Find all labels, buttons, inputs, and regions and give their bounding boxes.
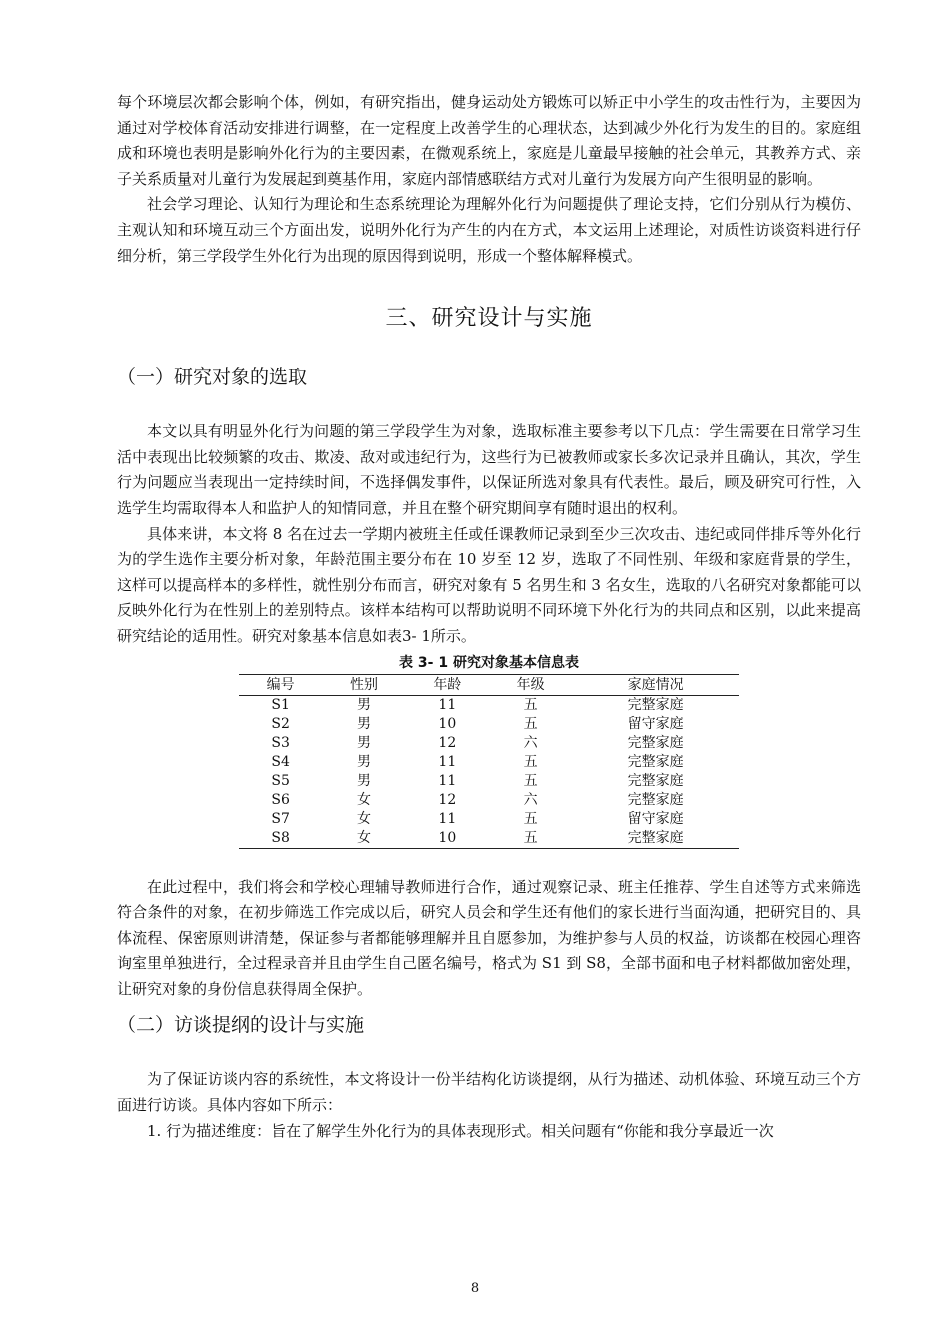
table-cell: 11	[438, 753, 457, 770]
table-row	[239, 753, 739, 772]
header-cell: 家庭情况	[572, 674, 739, 695]
table-cell: 留守家庭	[627, 715, 684, 732]
body-paragraph-4: 具体来讲，本文将 8 名在过去一学期内被班主任或任课教师记录到至少三次攻击、违纪或同伴排斥等外化行为的学生选作主要分析对象，年龄范围主要分布在 10 岁至 12 岁，选取了不同性别、年级和家庭背景的学生，这样可以提高样本的多样性，就性别分布而言，研究对象有 5 名男生和 3 名女生，选取的八名研究对象都能可以反映外化行为在性别上的差别特点。该样本结构可以帮助说明不同环境下外化行为的共同点和区别，以此来提高研究结论的适用性。研究对象基本信息如表3- 1所示。	[117, 524, 861, 645]
table-cell: S2	[271, 715, 290, 732]
table-cell: 10	[438, 715, 457, 732]
body-paragraph-6: 为了保证访谈内容的系统性，本文将设计一份半结构化访谈提纲，从行为描述、动机体验、环境互动三个方面进行访谈。具体内容如下所示：	[117, 1070, 861, 1115]
header-cell: 年级	[489, 674, 572, 695]
table-cell: 完整家庭	[572, 829, 739, 849]
table-header-row	[239, 674, 739, 695]
table-cell: 12	[438, 791, 457, 808]
table-caption: 表 3- 1 研究对象基本信息表	[399, 654, 579, 671]
table-cell: 12	[438, 734, 457, 751]
table-cell: S6	[271, 791, 290, 808]
table-cell: 完整家庭	[627, 791, 684, 808]
table-row	[239, 734, 739, 753]
table-cell: 11	[438, 696, 457, 713]
table-cell: 女	[356, 810, 371, 827]
header-cell: 性别	[322, 674, 405, 695]
table-cell: 五	[523, 696, 538, 713]
body-paragraph-3: 本文以具有明显外化行为问题的第三学段学生为对象，选取标准主要参考以下几点：学生需要在日常学习生活中表现出比较频繁的攻击、欺凌、敌对或违纪行为，这些行为已被教师或家长多次记录并且确认，其次，学生行为问题应当表现出一定持续时间，不选择偶发事件，以保证所选对象具有代表性。最后，顾及研究可行性，入选学生均需取得本人和监护人的知情同意，并且在整个研究期间享有随时退出的权利。	[117, 422, 861, 517]
table-cell: 男	[356, 772, 371, 789]
table-cell: 男	[356, 734, 371, 751]
table-cell: 10	[406, 829, 489, 849]
table-cell: 五	[523, 810, 538, 827]
subject-info-table	[239, 674, 739, 849]
table-row	[239, 791, 739, 810]
body-paragraph-1: 每个环境层次都会影响个体，例如，有研究指出，健身运动处方锻炼可以矫正中小学生的攻击性行为，主要因为通过对学校体育活动安排进行调整，在一定程度上改善学生的心理状态，达到减少外化行为发生的目的。家庭组成和环境也表明是影响外化行为的主要因素，在微观系统上，家庭是儿童最早接触的社会单元，其教养方式、亲子关系质量对儿童行为发展起到奠基作用，家庭内部情感联结方式对儿童行为发展方向产生很明显的影响。	[117, 93, 861, 188]
table-cell: S4	[271, 753, 290, 770]
table-cell: 完整家庭	[627, 696, 684, 713]
table-cell: 五	[523, 715, 538, 732]
table-cell: 五	[523, 772, 538, 789]
table-cell: 男	[356, 753, 371, 770]
table-row	[239, 695, 739, 715]
table-row	[239, 829, 739, 849]
table-cell: 五	[489, 829, 572, 849]
header-cell: 编号	[239, 674, 322, 695]
table-cell: 完整家庭	[627, 753, 684, 770]
body-paragraph-7: 1. 行为描述维度：旨在了解学生外化行为的具体表现形式。相关问题有“你能和我分享最近一次	[147, 1121, 774, 1140]
table-cell: 男	[356, 696, 371, 713]
table-cell: 男	[356, 715, 371, 732]
header-cell: 年龄	[406, 674, 489, 695]
body-paragraph-2: 社会学习理论、认知行为理论和生态系统理论为理解外化行为问题提供了理论支持，它们分别从行为模仿、主观认知和环境互动三个方面出发，说明外化行为产生的内在方式，本文运用上述理论，对质性访谈资料进行仔细分析，第三学段学生外化行为出现的原因得到说明，形成一个整体解释模式。	[117, 195, 861, 265]
table-row	[239, 810, 739, 829]
table-cell: 11	[438, 810, 457, 827]
body-paragraph-5: 在此过程中，我们将会和学校心理辅导教师进行合作，通过观察记录、班主任推荐、学生自述等方式来筛选符合条件的对象，在初步筛选工作完成以后，研究人员会和学生还有他们的家长进行当面沟通，把研究目的、具体流程、保密原则讲清楚，保证参与者都能够理解并且自愿参加，为维护参与人员的权益，访谈都在校园心理咨询室里单独进行，全过程录音并且由学生自己匿名编号，格式为 S1 到 S8，全部书面和电子材料都做加密处理，让研究对象的身份信息获得周全保护。	[117, 877, 861, 998]
table-cell: S3	[271, 734, 290, 751]
subsection-heading-2: （二）访谈提纲的设计与实施	[117, 1014, 365, 1037]
table-cell: S8	[239, 829, 322, 849]
table-cell: 女	[322, 829, 405, 849]
table-cell: 六	[523, 734, 538, 751]
table-cell: S5	[271, 772, 290, 789]
table-cell: 六	[523, 791, 538, 808]
section-heading: 三、研究设计与实施	[385, 306, 593, 332]
table-cell: S7	[271, 810, 290, 827]
table-cell: 完整家庭	[627, 772, 684, 789]
table-row	[239, 715, 739, 734]
table-cell: 五	[523, 753, 538, 770]
table-cell: 留守家庭	[627, 810, 684, 827]
table-cell: 11	[438, 772, 457, 789]
subsection-heading-1: （一）研究对象的选取	[117, 366, 308, 389]
page-number: 8	[470, 1281, 480, 1296]
table-cell: 完整家庭	[627, 734, 684, 751]
table-cell: 女	[356, 791, 371, 808]
page-content	[117, 90, 861, 1144]
table-cell: S1	[271, 696, 290, 713]
table-row	[239, 772, 739, 791]
